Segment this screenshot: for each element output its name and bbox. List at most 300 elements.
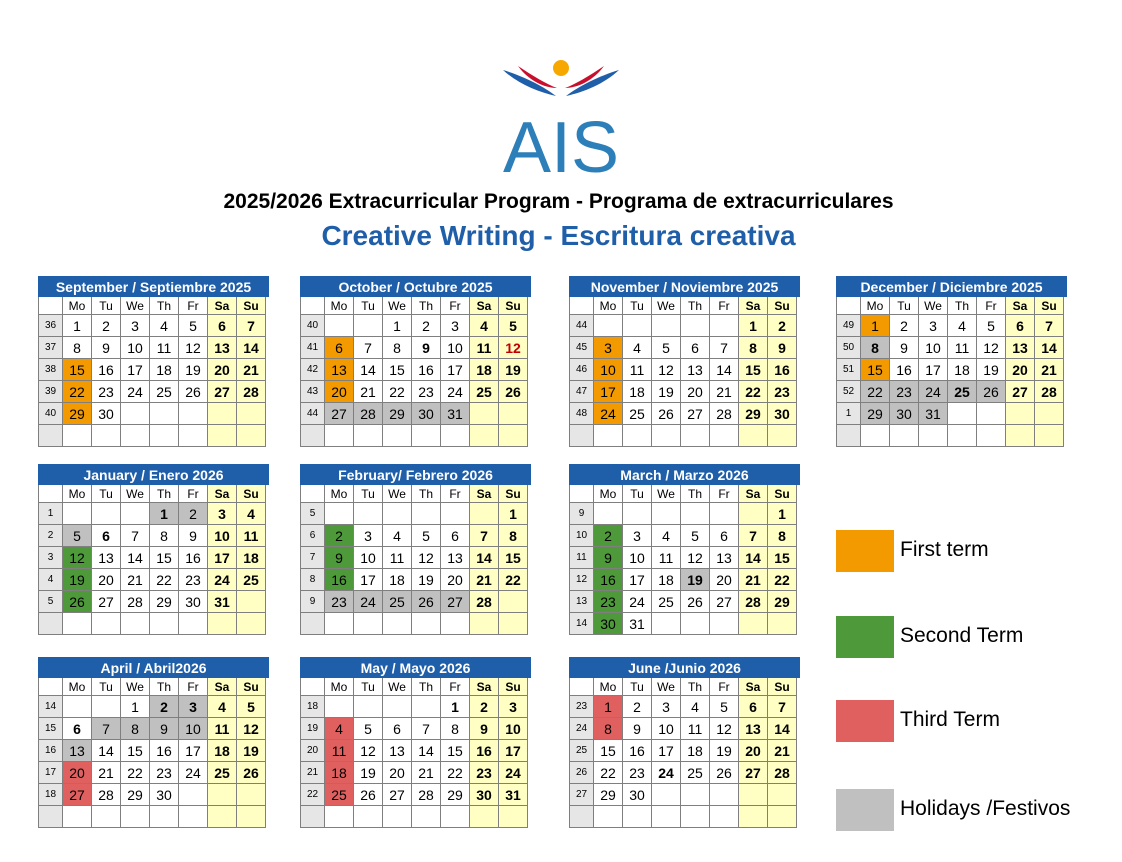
day-cell: 23: [92, 381, 121, 403]
week-number: [569, 806, 594, 828]
empty-day-cell: [499, 591, 528, 613]
empty-day-cell: [470, 806, 499, 828]
empty-day-cell: [861, 425, 890, 447]
weekday-header: Su: [768, 678, 797, 696]
day-cell: 30: [412, 403, 441, 425]
day-cell: 22: [861, 381, 890, 403]
day-cell: 3: [121, 315, 150, 337]
day-cell: 21: [92, 762, 121, 784]
day-cell: 1: [383, 315, 412, 337]
week-number: 6: [300, 525, 325, 547]
day-cell: 16: [470, 740, 499, 762]
empty-day-cell: [150, 613, 179, 635]
week-number: 42: [300, 359, 325, 381]
day-cell: 7: [1035, 315, 1064, 337]
week-number: 45: [569, 337, 594, 359]
weekday-header: Mo: [594, 297, 623, 315]
empty-day-cell: [63, 613, 92, 635]
day-cell: 3: [441, 315, 470, 337]
day-cell: 29: [383, 403, 412, 425]
weekday-header: Tu: [92, 678, 121, 696]
day-cell: 16: [412, 359, 441, 381]
day-cell: 4: [470, 315, 499, 337]
day-cell: 4: [948, 315, 977, 337]
empty-day-cell: [652, 613, 681, 635]
empty-day-cell: [92, 806, 121, 828]
week-number-header: [38, 678, 63, 696]
day-cell: 6: [739, 696, 768, 718]
empty-day-cell: [710, 425, 739, 447]
day-cell: 6: [681, 337, 710, 359]
week-number: 5: [300, 503, 325, 525]
empty-day-cell: [150, 806, 179, 828]
empty-day-cell: [354, 806, 383, 828]
weekday-header: Su: [1035, 297, 1064, 315]
day-cell: 8: [739, 337, 768, 359]
day-cell: 9: [470, 718, 499, 740]
week-number: 22: [300, 784, 325, 806]
empty-day-cell: [208, 613, 237, 635]
day-cell: 7: [768, 696, 797, 718]
day-cell: 7: [739, 525, 768, 547]
weekday-header: Tu: [890, 297, 919, 315]
empty-day-cell: [739, 613, 768, 635]
day-cell: 15: [768, 547, 797, 569]
day-cell: 27: [63, 784, 92, 806]
day-cell: 12: [354, 740, 383, 762]
empty-day-cell: [325, 696, 354, 718]
day-cell: 21: [739, 569, 768, 591]
day-cell: 23: [890, 381, 919, 403]
day-cell: 28: [121, 591, 150, 613]
day-cell: 21: [768, 740, 797, 762]
day-cell: 13: [1006, 337, 1035, 359]
day-cell: 31: [208, 591, 237, 613]
empty-day-cell: [768, 784, 797, 806]
day-cell: 2: [594, 525, 623, 547]
weekday-header: Mo: [63, 678, 92, 696]
day-cell: 3: [354, 525, 383, 547]
day-cell: 14: [237, 337, 266, 359]
day-cell: 10: [354, 547, 383, 569]
day-cell: 13: [710, 547, 739, 569]
day-cell: 15: [739, 359, 768, 381]
day-cell: 18: [470, 359, 499, 381]
week-number: 24: [569, 718, 594, 740]
weekday-header: Sa: [470, 485, 499, 503]
day-cell: 26: [179, 381, 208, 403]
week-number: 40: [38, 403, 63, 425]
day-cell: 4: [652, 525, 681, 547]
empty-day-cell: [623, 425, 652, 447]
day-cell: 20: [739, 740, 768, 762]
day-cell: 10: [441, 337, 470, 359]
day-cell: 20: [325, 381, 354, 403]
day-cell: 12: [63, 547, 92, 569]
day-cell: 28: [768, 762, 797, 784]
day-cell: 9: [594, 547, 623, 569]
month-title: March / Marzo 2026: [569, 464, 800, 485]
day-cell: 29: [594, 784, 623, 806]
day-cell: 25: [681, 762, 710, 784]
day-cell: 4: [383, 525, 412, 547]
weekday-header: Th: [412, 678, 441, 696]
month-title: April / Abril2026: [38, 657, 269, 678]
day-cell: 11: [150, 337, 179, 359]
day-cell: 5: [710, 696, 739, 718]
day-cell: 17: [499, 740, 528, 762]
day-cell: 12: [499, 337, 528, 359]
svg-text:AIS: AIS: [502, 108, 620, 180]
empty-day-cell: [237, 784, 266, 806]
day-cell: 20: [383, 762, 412, 784]
month-calendar: [569, 276, 800, 447]
weekday-header: Mo: [63, 485, 92, 503]
day-cell: 18: [208, 740, 237, 762]
day-cell: 13: [325, 359, 354, 381]
weekday-header: We: [919, 297, 948, 315]
day-cell: 12: [681, 547, 710, 569]
empty-day-cell: [237, 591, 266, 613]
day-cell: 14: [121, 547, 150, 569]
legend-item: [836, 789, 1086, 833]
week-number: 49: [836, 315, 861, 337]
day-cell: 19: [977, 359, 1006, 381]
day-cell: 11: [470, 337, 499, 359]
day-cell: 25: [470, 381, 499, 403]
day-cell: 17: [441, 359, 470, 381]
day-cell: 9: [150, 718, 179, 740]
empty-day-cell: [383, 806, 412, 828]
empty-day-cell: [383, 613, 412, 635]
empty-day-cell: [121, 403, 150, 425]
day-cell: 4: [325, 718, 354, 740]
day-cell: 29: [441, 784, 470, 806]
empty-day-cell: [441, 503, 470, 525]
empty-day-cell: [354, 315, 383, 337]
day-cell: 28: [470, 591, 499, 613]
empty-day-cell: [412, 696, 441, 718]
day-cell: 2: [179, 503, 208, 525]
day-cell: 3: [179, 696, 208, 718]
day-cell: 30: [623, 784, 652, 806]
legend-swatch: [836, 530, 894, 572]
empty-day-cell: [1035, 403, 1064, 425]
day-cell: 15: [594, 740, 623, 762]
day-cell: 31: [441, 403, 470, 425]
day-cell: 17: [179, 740, 208, 762]
empty-day-cell: [63, 503, 92, 525]
month-calendar: [836, 276, 1067, 447]
weekday-header: Su: [768, 485, 797, 503]
week-number: 10: [569, 525, 594, 547]
empty-day-cell: [594, 503, 623, 525]
day-cell: 8: [499, 525, 528, 547]
day-cell: 18: [383, 569, 412, 591]
day-cell: 24: [652, 762, 681, 784]
day-cell: 2: [623, 696, 652, 718]
empty-day-cell: [652, 315, 681, 337]
empty-day-cell: [92, 503, 121, 525]
day-cell: 6: [1006, 315, 1035, 337]
weekday-header: Sa: [470, 678, 499, 696]
weekday-header: Fr: [179, 485, 208, 503]
empty-day-cell: [325, 806, 354, 828]
day-cell: 6: [441, 525, 470, 547]
day-cell: 26: [710, 762, 739, 784]
week-number: 39: [38, 381, 63, 403]
day-cell: 15: [150, 547, 179, 569]
day-cell: 9: [92, 337, 121, 359]
weekday-header: Fr: [441, 485, 470, 503]
empty-day-cell: [652, 806, 681, 828]
weekday-header: Th: [681, 678, 710, 696]
day-cell: 27: [681, 403, 710, 425]
weekday-header: Fr: [710, 297, 739, 315]
empty-day-cell: [652, 784, 681, 806]
empty-day-cell: [354, 613, 383, 635]
empty-day-cell: [652, 503, 681, 525]
empty-day-cell: [325, 315, 354, 337]
day-cell: 19: [63, 569, 92, 591]
day-cell: 24: [594, 403, 623, 425]
day-cell: 10: [208, 525, 237, 547]
weekday-header: Tu: [354, 678, 383, 696]
day-cell: 30: [470, 784, 499, 806]
empty-day-cell: [412, 503, 441, 525]
day-cell: 22: [383, 381, 412, 403]
empty-day-cell: [768, 613, 797, 635]
day-cell: 29: [768, 591, 797, 613]
day-cell: 6: [325, 337, 354, 359]
day-cell: 30: [594, 613, 623, 635]
week-number-header: [300, 678, 325, 696]
day-cell: 13: [383, 740, 412, 762]
month-calendar: [569, 464, 800, 635]
empty-day-cell: [179, 806, 208, 828]
empty-day-cell: [121, 425, 150, 447]
day-cell: 28: [237, 381, 266, 403]
day-cell: 13: [441, 547, 470, 569]
month-calendar: [38, 276, 269, 447]
empty-day-cell: [92, 696, 121, 718]
empty-day-cell: [768, 425, 797, 447]
day-cell: 28: [354, 403, 383, 425]
day-cell: 21: [710, 381, 739, 403]
week-number: 15: [38, 718, 63, 740]
day-cell: 19: [710, 740, 739, 762]
day-cell: 11: [948, 337, 977, 359]
day-cell: 29: [739, 403, 768, 425]
empty-day-cell: [977, 425, 1006, 447]
empty-day-cell: [441, 613, 470, 635]
day-cell: 15: [63, 359, 92, 381]
weekday-header: Mo: [325, 297, 354, 315]
empty-day-cell: [63, 425, 92, 447]
day-cell: 21: [121, 569, 150, 591]
week-number: [300, 613, 325, 635]
day-cell: 16: [325, 569, 354, 591]
day-cell: 21: [470, 569, 499, 591]
day-cell: 18: [948, 359, 977, 381]
day-cell: 2: [92, 315, 121, 337]
weekday-header: Fr: [179, 297, 208, 315]
day-cell: 11: [237, 525, 266, 547]
empty-day-cell: [63, 806, 92, 828]
day-cell: 24: [208, 569, 237, 591]
day-cell: 6: [63, 718, 92, 740]
day-cell: 22: [594, 762, 623, 784]
weekday-header: Tu: [623, 678, 652, 696]
empty-day-cell: [412, 425, 441, 447]
empty-day-cell: [948, 403, 977, 425]
day-cell: 26: [681, 591, 710, 613]
empty-day-cell: [412, 806, 441, 828]
empty-day-cell: [325, 503, 354, 525]
day-cell: 1: [499, 503, 528, 525]
day-cell: 14: [470, 547, 499, 569]
day-cell: 9: [768, 337, 797, 359]
day-cell: 26: [652, 403, 681, 425]
week-number: 12: [569, 569, 594, 591]
day-cell: 25: [325, 784, 354, 806]
day-cell: 10: [499, 718, 528, 740]
empty-day-cell: [237, 806, 266, 828]
day-cell: 28: [710, 403, 739, 425]
empty-day-cell: [977, 403, 1006, 425]
week-number: 20: [300, 740, 325, 762]
empty-day-cell: [710, 613, 739, 635]
legend-item: [836, 700, 1086, 744]
day-cell: 15: [383, 359, 412, 381]
day-cell: 31: [623, 613, 652, 635]
day-cell: 14: [354, 359, 383, 381]
day-cell: 23: [594, 591, 623, 613]
day-cell: 17: [652, 740, 681, 762]
week-number: 2: [38, 525, 63, 547]
day-cell: 2: [890, 315, 919, 337]
day-cell: 15: [499, 547, 528, 569]
day-cell: 5: [237, 696, 266, 718]
weekday-header: Sa: [739, 485, 768, 503]
day-cell: 4: [623, 337, 652, 359]
day-cell: 22: [768, 569, 797, 591]
week-number: 37: [38, 337, 63, 359]
weekday-header: Sa: [739, 678, 768, 696]
month-title: June /Junio 2026: [569, 657, 800, 678]
day-cell: 2: [325, 525, 354, 547]
empty-day-cell: [499, 403, 528, 425]
day-cell: 21: [412, 762, 441, 784]
day-cell: 7: [121, 525, 150, 547]
weekday-header: Tu: [354, 297, 383, 315]
weekday-header: We: [121, 678, 150, 696]
empty-day-cell: [208, 806, 237, 828]
weekday-header: Sa: [208, 485, 237, 503]
day-cell: 3: [919, 315, 948, 337]
day-cell: 1: [861, 315, 890, 337]
day-cell: 19: [237, 740, 266, 762]
weekday-header: Su: [499, 297, 528, 315]
day-cell: 9: [623, 718, 652, 740]
day-cell: 20: [681, 381, 710, 403]
day-cell: 16: [890, 359, 919, 381]
empty-day-cell: [919, 425, 948, 447]
day-cell: 25: [383, 591, 412, 613]
empty-day-cell: [710, 503, 739, 525]
week-number: 9: [300, 591, 325, 613]
day-cell: 31: [499, 784, 528, 806]
empty-day-cell: [179, 613, 208, 635]
day-cell: 6: [383, 718, 412, 740]
day-cell: 22: [441, 762, 470, 784]
weekday-header: Th: [948, 297, 977, 315]
day-cell: 9: [325, 547, 354, 569]
week-number: 41: [300, 337, 325, 359]
empty-day-cell: [208, 403, 237, 425]
empty-day-cell: [499, 613, 528, 635]
empty-day-cell: [681, 315, 710, 337]
day-cell: 7: [470, 525, 499, 547]
empty-day-cell: [623, 806, 652, 828]
week-number: 11: [569, 547, 594, 569]
empty-day-cell: [179, 784, 208, 806]
week-number: 1: [38, 503, 63, 525]
weekday-header: Su: [237, 485, 266, 503]
day-cell: 24: [441, 381, 470, 403]
day-cell: 28: [92, 784, 121, 806]
empty-day-cell: [325, 425, 354, 447]
day-cell: 16: [179, 547, 208, 569]
day-cell: 7: [412, 718, 441, 740]
weekday-header: Su: [499, 678, 528, 696]
empty-day-cell: [594, 425, 623, 447]
day-cell: 19: [681, 569, 710, 591]
day-cell: 22: [150, 569, 179, 591]
weekday-header: Su: [237, 297, 266, 315]
day-cell: 31: [919, 403, 948, 425]
day-cell: 6: [208, 315, 237, 337]
day-cell: 29: [150, 591, 179, 613]
day-cell: 4: [208, 696, 237, 718]
empty-day-cell: [92, 425, 121, 447]
day-cell: 24: [179, 762, 208, 784]
day-cell: 3: [499, 696, 528, 718]
weekday-header: Tu: [623, 297, 652, 315]
day-cell: 9: [412, 337, 441, 359]
day-cell: 12: [710, 718, 739, 740]
weekday-header: Fr: [179, 678, 208, 696]
empty-day-cell: [1035, 425, 1064, 447]
day-cell: 5: [977, 315, 1006, 337]
empty-day-cell: [354, 425, 383, 447]
day-cell: 10: [623, 547, 652, 569]
weekday-header: Th: [412, 297, 441, 315]
day-cell: 30: [768, 403, 797, 425]
day-cell: 22: [739, 381, 768, 403]
day-cell: 4: [150, 315, 179, 337]
weekday-header: Su: [499, 485, 528, 503]
legend-label: First term: [900, 538, 989, 561]
empty-day-cell: [1006, 403, 1035, 425]
weekday-header: Sa: [208, 678, 237, 696]
month-title: November / Noviembre 2025: [569, 276, 800, 297]
empty-day-cell: [383, 696, 412, 718]
day-cell: 11: [623, 359, 652, 381]
day-cell: 8: [861, 337, 890, 359]
day-cell: 1: [768, 503, 797, 525]
day-cell: 17: [594, 381, 623, 403]
